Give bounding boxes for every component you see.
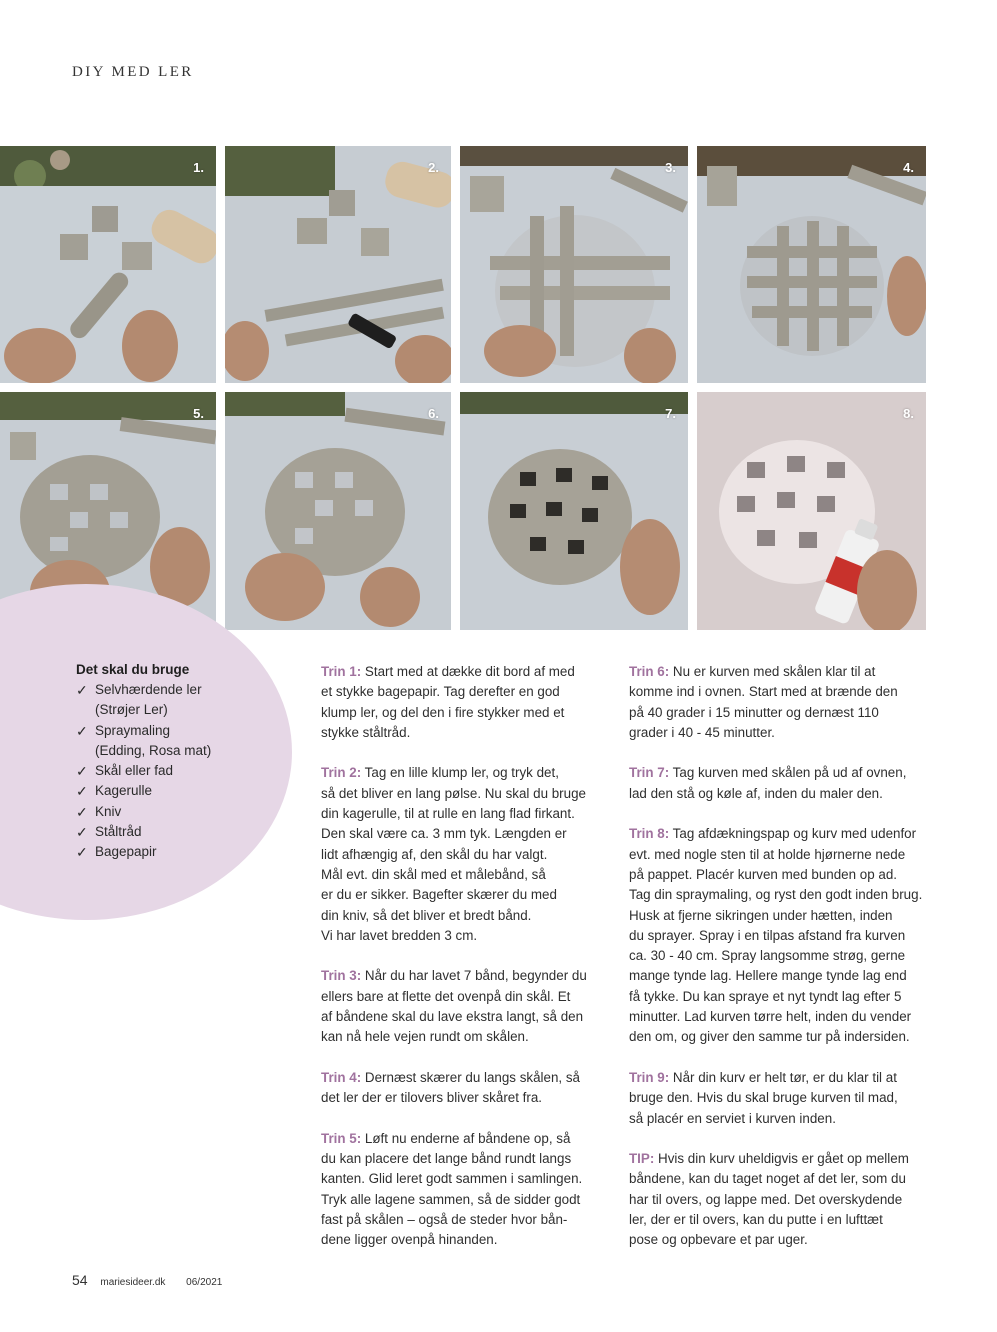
step-text-line: pose og opbevare et par uger. bbox=[629, 1232, 808, 1248]
clay-strips-cutting-icon bbox=[225, 146, 451, 383]
pressing-strips-icon bbox=[225, 392, 451, 630]
step-text-line: lidt afhængig af, den skål du har valgt. bbox=[321, 846, 548, 862]
checkmark-icon: ✓ bbox=[76, 682, 88, 698]
step-text-line: Mål evt. din skål med et målebånd, så bbox=[321, 866, 546, 882]
photo-number: 1. bbox=[193, 160, 204, 175]
step-text-line: dene ligger ovenpå hinanden. bbox=[321, 1232, 498, 1248]
material-item: ✓ Kagerulle bbox=[76, 781, 286, 801]
page-footer bbox=[72, 1272, 222, 1288]
step-text-line: Tag afdækningspap og kurv med udenfor bbox=[672, 826, 917, 842]
checkmark-icon: ✓ bbox=[76, 722, 88, 739]
step-label: Trin 5: bbox=[321, 1130, 362, 1146]
finished-clay-basket-icon bbox=[460, 392, 688, 630]
step-label: Trin 4: bbox=[321, 1069, 362, 1085]
step-text-line: båndene, kan du taget noget af det ler, som du bbox=[629, 1171, 906, 1187]
step-text-line: har til overs, og lappe med. Det overskydende bbox=[629, 1191, 903, 1207]
step-text-line: Tag en lille klump ler, og tryk det, bbox=[364, 765, 559, 781]
step-text-line: Når din kurv er helt tør, er du klar til at bbox=[672, 1069, 897, 1085]
footer-issue: 06/2021 bbox=[186, 1277, 223, 1288]
material-item-note: (Edding, Rosa mat) bbox=[95, 742, 212, 758]
step-text-line: på 40 grader i 15 minutter og dernæst 110 bbox=[629, 704, 879, 720]
materials-list bbox=[76, 662, 286, 863]
step-text-line: Dernæst skærer du langs skålen, så bbox=[364, 1069, 581, 1085]
step-text-line: Nu er kurven med skålen klar til at bbox=[672, 664, 876, 679]
instruction-step bbox=[321, 966, 611, 1047]
step-text-line: kanten. Glid leret godt sammen i samlingen. bbox=[321, 1171, 583, 1187]
trimming-woven-strips-icon bbox=[697, 146, 926, 383]
step-photo-3 bbox=[460, 146, 688, 383]
step-photo-4 bbox=[697, 146, 926, 383]
spray-painting-basket-icon bbox=[697, 392, 926, 630]
step-text-line: Når du har lavet 7 bånd, begynder du bbox=[364, 968, 587, 984]
step-photo-6 bbox=[225, 392, 451, 630]
material-item: ✓ Skål eller fad bbox=[76, 761, 286, 781]
step-label: TIP: bbox=[629, 1151, 655, 1167]
step-text-line: din kagerulle, til at rulle en lang flad firkant. bbox=[321, 806, 575, 822]
step-text-line: du sprayer. Spray i en tilpas afstand fra kurven bbox=[629, 927, 906, 943]
step-text-line: så det bliver en lang pølse. Nu skal du bruge bbox=[321, 785, 586, 801]
step-label: Trin 6: bbox=[629, 664, 670, 679]
instruction-step bbox=[629, 662, 929, 743]
material-item: ✓ Ståltråd bbox=[76, 822, 286, 842]
photo-number: 4. bbox=[903, 160, 914, 175]
checkmark-icon: ✓ bbox=[76, 803, 88, 820]
step-text-line: du kan placere det lange bånd rundt langs bbox=[321, 1151, 572, 1167]
step-label: Trin 9: bbox=[629, 1069, 670, 1085]
step-text-line: få tykke. Du kan spraye et nyt tyndt lag efter 5 bbox=[629, 988, 902, 1004]
step-text-line: evt. med nogle sten til at holde hjørnerne nede bbox=[629, 846, 906, 862]
step-text-line: Tag kurven med skålen på ud af ovnen, bbox=[672, 765, 907, 781]
step-text-line: lad den stå og køle af, inden du maler den. bbox=[629, 785, 883, 801]
photo-number: 5. bbox=[193, 406, 204, 421]
photo-grid bbox=[0, 146, 926, 630]
step-text-line: er du er sikker. Bagefter skærer du med bbox=[321, 887, 557, 903]
instruction-step bbox=[321, 662, 611, 743]
step-label: Trin 2: bbox=[321, 765, 362, 781]
step-text-line: Husk at fjerne sikringen under hætten, inden bbox=[629, 907, 893, 923]
instruction-step bbox=[629, 763, 929, 804]
checkmark-icon: ✓ bbox=[76, 844, 88, 861]
step-text-line: klump ler, og del den i fire stykker med et bbox=[321, 704, 565, 720]
step-text-line: Tryk alle lagene sammen, så de sidder godt bbox=[321, 1191, 581, 1207]
step-text-line: ca. 30 - 40 cm. Spray langsomme strøg, gerne bbox=[629, 948, 906, 964]
step-text-line: komme ind i ovnen. Start med at brænde den bbox=[629, 684, 898, 700]
footer-site: mariesideer.dk bbox=[100, 1277, 166, 1288]
step-label: Trin 7: bbox=[629, 765, 670, 781]
instruction-step bbox=[321, 763, 611, 946]
step-label: Trin 1: bbox=[321, 664, 362, 679]
step-text-line: så placér en serviet i kurven inden. bbox=[629, 1110, 836, 1126]
material-item: ✓ Bagepapir bbox=[76, 842, 286, 862]
step-photo-1 bbox=[0, 146, 216, 383]
instructions-column-2 bbox=[629, 662, 929, 1271]
step-text-line: mange tynde lag. Hellere mange tynde lag end bbox=[629, 968, 907, 984]
instruction-step bbox=[321, 1129, 611, 1251]
material-item-note: (Strøjer Ler) bbox=[95, 702, 168, 718]
photo-number: 6. bbox=[428, 406, 439, 421]
instructions-column-1 bbox=[321, 662, 611, 1271]
step-text-line: Løft nu enderne af båndene op, så bbox=[364, 1130, 571, 1146]
step-label: Trin 3: bbox=[321, 968, 362, 984]
step-label: Trin 8: bbox=[629, 826, 670, 842]
weaving-strips-on-bowl-icon bbox=[460, 146, 688, 383]
material-item: ✓ Spraymaling bbox=[76, 721, 286, 741]
photo-number: 2. bbox=[428, 160, 439, 175]
step-text-line: Hvis din kurv uheldigvis er gået op mellem bbox=[658, 1151, 909, 1167]
instruction-step bbox=[321, 1068, 611, 1109]
photo-number: 7. bbox=[665, 406, 676, 421]
step-text-line: grader i 40 - 45 minutter. bbox=[629, 724, 775, 740]
step-text-line: på pappet. Placér kurven med bunden op ad. bbox=[629, 866, 898, 882]
step-text-line: ler, der er til overs, kan du putte i en lufttæt bbox=[629, 1212, 883, 1228]
checkmark-icon: ✓ bbox=[76, 763, 88, 780]
clay-pieces-and-rolling-pin-icon bbox=[0, 146, 216, 383]
photo-number: 8. bbox=[903, 406, 914, 421]
step-text-line: Tag din spraymaling, og ryst den godt inden brug. bbox=[629, 887, 923, 903]
step-text-line: det ler der er tilovers bliver skåret fra. bbox=[321, 1090, 543, 1106]
step-photo-7 bbox=[460, 392, 688, 630]
step-text-line: Den skal være ca. 3 mm tyk. Længden er bbox=[321, 826, 567, 842]
checkmark-icon: ✓ bbox=[76, 824, 88, 841]
step-text-line: minutter. Lad kurven tørre helt, inden du vender bbox=[629, 1009, 912, 1025]
instruction-step bbox=[629, 1068, 929, 1129]
checkmark-icon: ✓ bbox=[76, 783, 88, 800]
page-number: 54 bbox=[72, 1272, 88, 1288]
step-text-line: fast på skålen – også de steder hvor bån- bbox=[321, 1212, 568, 1228]
instruction-step bbox=[629, 824, 929, 1047]
step-text-line: den om, og giver den samme tur på indersiden. bbox=[629, 1029, 910, 1045]
step-photo-8 bbox=[697, 392, 926, 630]
material-item: ✓ Kniv bbox=[76, 802, 286, 822]
step-text-line: af båndene skal du lave ekstra langt, så den bbox=[321, 1009, 584, 1025]
section-label: DIY MED LER bbox=[72, 64, 194, 80]
material-item: ✓ Selvhærdende ler bbox=[76, 680, 286, 700]
step-text-line: stykke ståltråd. bbox=[321, 724, 411, 740]
step-text-line: Vi har lavet bredden 3 cm. bbox=[321, 927, 478, 943]
step-text-line: din kniv, så det bliver et bredt bånd. bbox=[321, 907, 532, 923]
step-text-line: Start med at dække dit bord af med bbox=[364, 664, 575, 679]
materials-items bbox=[76, 680, 286, 863]
step-text-line: bruge den. Hvis du skal bruge kurven til mad, bbox=[629, 1090, 898, 1106]
photo-number: 3. bbox=[665, 160, 676, 175]
step-photo-2 bbox=[225, 146, 451, 383]
instruction-step bbox=[629, 1149, 929, 1250]
step-text-line: ellers bare at flette det ovenpå din skål. Et bbox=[321, 988, 571, 1004]
step-text-line: et stykke bagepapir. Tag derefter en god bbox=[321, 684, 560, 700]
step-text-line: kan nå hele vejen rundt om skålen. bbox=[321, 1029, 529, 1045]
materials-title: Det skal du bruge bbox=[76, 662, 190, 677]
